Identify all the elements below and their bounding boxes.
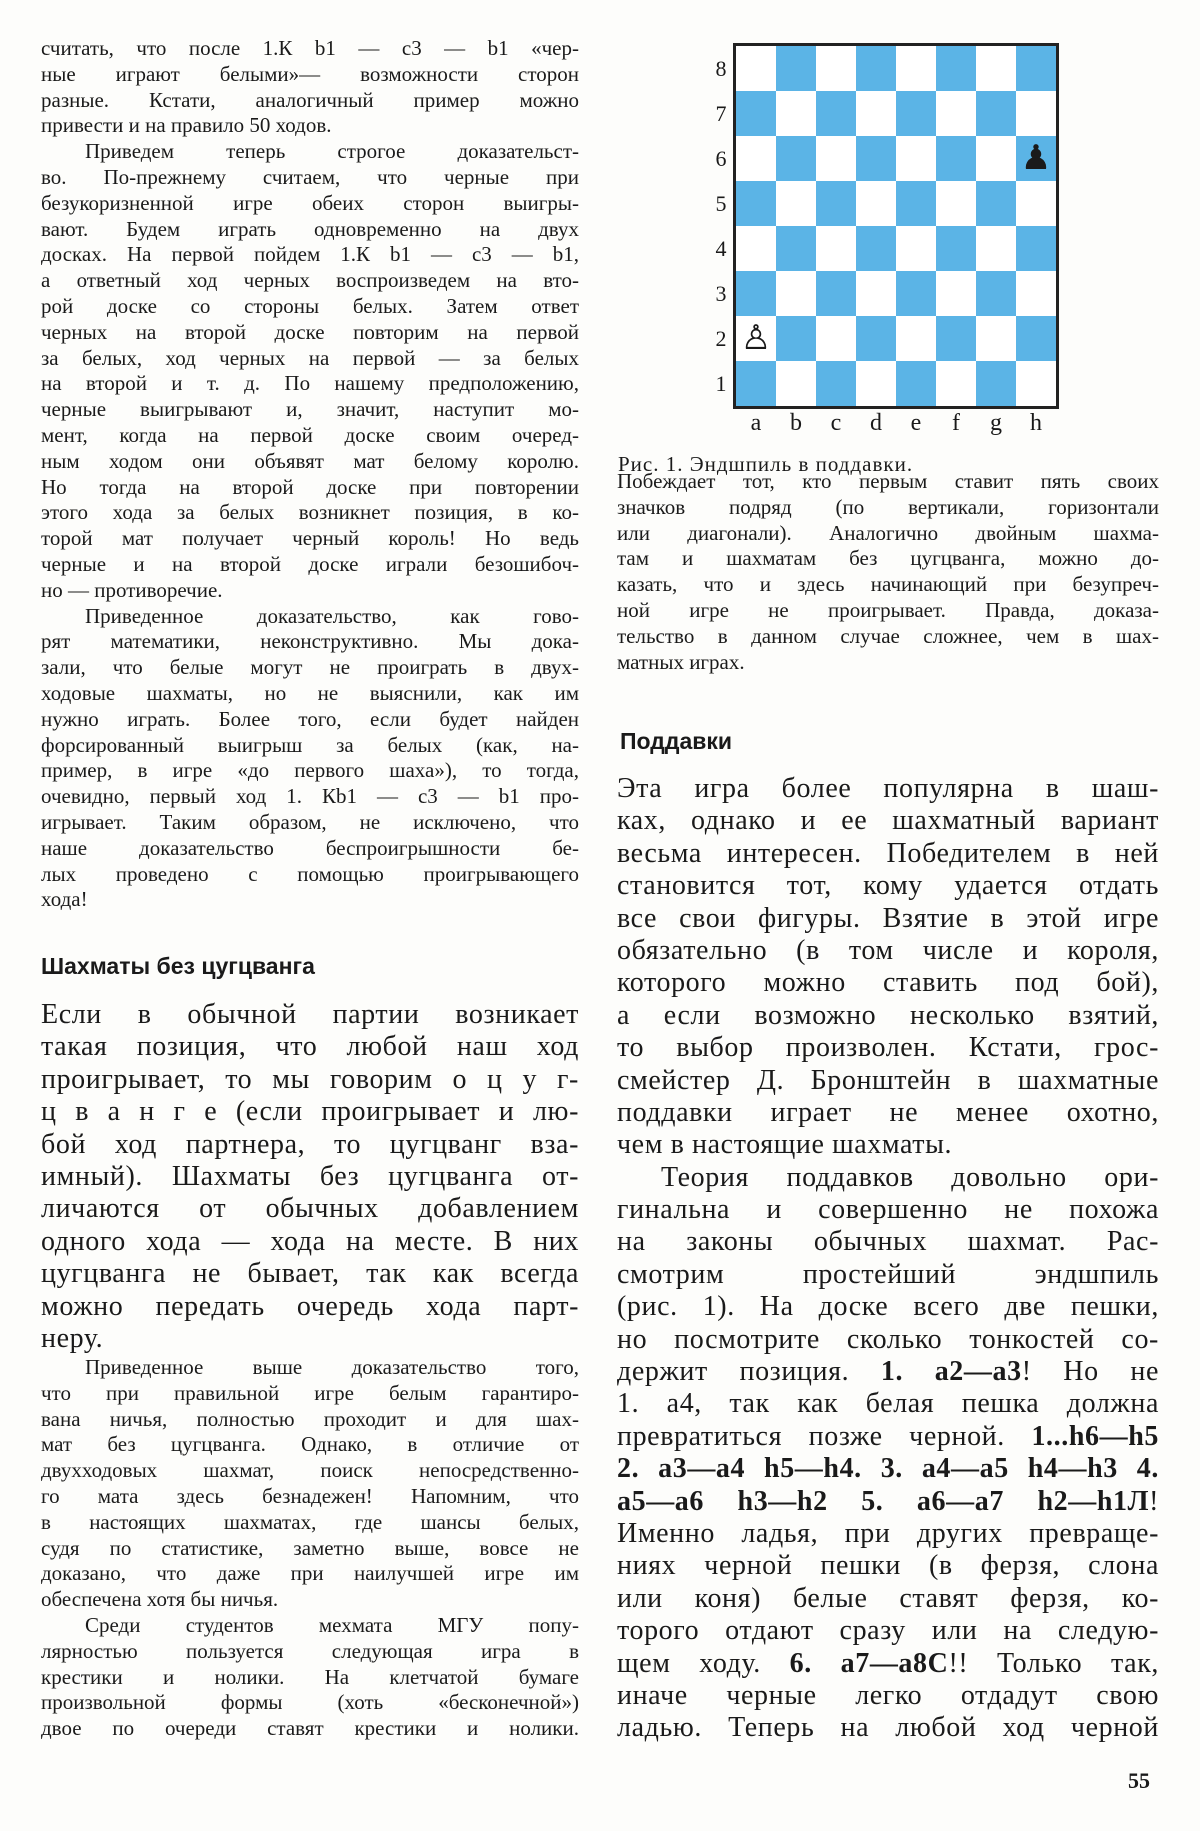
text-line: ниях черной пешки (в ферзя, слона	[617, 1550, 1159, 1582]
square-d3	[856, 271, 896, 316]
square-b2	[776, 316, 816, 361]
text-line: такая позиция, что любой наш ход	[41, 1031, 579, 1063]
square-c2	[816, 316, 856, 361]
text-line: безукоризненной игре обеих сторон выигры-	[41, 190, 579, 215]
square-f1	[936, 361, 976, 406]
text-line: рой доске со стороны белых. Затем ответ	[41, 293, 579, 318]
text-line	[617, 1421, 1159, 1453]
square-e1	[896, 361, 936, 406]
text-line: крестики и нолики. На клетчатой бумаге	[41, 1664, 579, 1689]
square-h2	[1016, 316, 1056, 361]
square-a7	[736, 91, 776, 136]
text-line: иначе черные легко отдадут свою	[617, 1679, 1159, 1711]
text-line: или диагонали). Аналогично двойным шахма-	[617, 520, 1159, 545]
text-line: двое по очереди ставят крестики и нолики.	[41, 1716, 579, 1741]
text-line: одного хода — хода на месте. В них	[41, 1225, 579, 1257]
text-line: ные играют белыми»— возможности сторон	[41, 61, 579, 86]
square-g2	[976, 316, 1016, 361]
text-line: но — противоречие.	[41, 577, 223, 602]
rank-label: 8	[715, 56, 727, 81]
square-d2	[856, 316, 896, 361]
square-d8	[856, 46, 896, 91]
square-b5	[776, 181, 816, 226]
move-notation: 6. а7—а8С	[789, 1647, 949, 1679]
text-line: считать, что после 1.К b1 — c3 — b1 «чер-	[41, 36, 579, 60]
square-d4	[856, 226, 896, 271]
file-label: e	[910, 410, 922, 436]
text-line: смотрим простейший эндшпиль	[617, 1258, 1159, 1290]
square-a2	[736, 316, 776, 361]
text-line: весьма интересен. Победителем в ней	[617, 837, 1159, 869]
text-line: 1. а4, так как белая пешка должна	[617, 1388, 1159, 1420]
text-line: черных на второй доске повторим на первой	[41, 319, 579, 344]
text-line: чем в настоящие шахматы.	[617, 1129, 953, 1161]
text-line: в настоящих шахматах, где шансы белых,	[41, 1509, 579, 1534]
text-line: там и шахматам без цугцванга, можно до-	[617, 546, 1159, 571]
square-g3	[976, 271, 1016, 316]
text-line: этого хода за белых возникнет позиция, в ко-	[41, 500, 579, 525]
text-segment: ! Но не	[1021, 1356, 1159, 1388]
text-line: обязательно (в том числе и короля,	[617, 934, 1159, 966]
text-line: Среди студентов мехмата МГУ попу-	[85, 1612, 579, 1637]
rank-label: 2	[715, 326, 727, 351]
file-label: g	[990, 410, 1002, 436]
text-line: за белых, ход черных на первой — за белых	[41, 345, 579, 370]
square-g6	[976, 136, 1016, 181]
text-line: торого отдают сразу или на следую-	[617, 1615, 1159, 1647]
file-label: f	[952, 410, 960, 436]
square-e2	[896, 316, 936, 361]
text-line: неру.	[41, 1322, 104, 1354]
text-segment: !! Только так,	[948, 1647, 1159, 1679]
text-line: гинальна и совершенно не похожа	[617, 1194, 1159, 1226]
square-c6	[816, 136, 856, 181]
text-line: на законы обычных шахмат. Рас-	[617, 1226, 1159, 1258]
left-bottom-text	[41, 1355, 579, 1742]
move-notation: 1. а2—а3	[880, 1356, 1022, 1388]
square-a1	[736, 361, 776, 406]
square-g1	[976, 361, 1016, 406]
move-notation: а5—а6 h3—h2 5. а6—а7 h2—h1Л	[617, 1485, 1150, 1517]
square-d7	[856, 91, 896, 136]
text-line: матных играх.	[617, 649, 745, 674]
text-line: вают. Будем играть одновременно на двух	[41, 216, 579, 241]
text-line: Приведенное доказательство, как гово-	[85, 603, 579, 628]
text-line: нужно играть. Более того, если будет найден	[41, 706, 579, 731]
text-line: проигрывает, то мы говорим о ц у г-	[41, 1063, 579, 1095]
white-pawn-icon: ♙	[740, 319, 772, 357]
text-line: ходовые шахматы, но не выяснили, как им	[41, 680, 579, 705]
text-line: Теория поддавков довольно ори-	[661, 1161, 1159, 1193]
square-a4	[736, 226, 776, 271]
square-f5	[936, 181, 976, 226]
text-segment: держит позиция.	[617, 1356, 881, 1388]
text-line: что при правильной игре белым гарантиро-	[41, 1380, 579, 1405]
text-line: игрывает. Таким образом, не исключено, что	[41, 809, 579, 834]
text-line	[617, 1486, 1159, 1518]
text-line: значков подряд (по вертикали, горизонтали	[617, 494, 1159, 519]
square-c4	[816, 226, 856, 271]
text-segment: !	[1149, 1485, 1159, 1517]
text-line: можно передать очередь хода парт-	[41, 1290, 579, 1322]
square-e8	[896, 46, 936, 91]
text-line: Эта игра более популярна в шаш-	[617, 773, 1159, 804]
text-line	[617, 1453, 1159, 1485]
square-h7	[1016, 91, 1056, 136]
text-line: ной игре не проигрывает. Правда, доказа-	[617, 597, 1159, 622]
square-f4	[936, 226, 976, 271]
text-line: привести и на правило 50 ходов.	[41, 113, 332, 138]
text-line: разные. Кстати, аналогичный пример можно	[41, 87, 579, 112]
text-line: ках, однако и ее шахматный вариант	[617, 805, 1159, 837]
square-g5	[976, 181, 1016, 226]
text-line: а если возможно несколько взятий,	[617, 999, 1159, 1031]
file-label: a	[750, 410, 762, 436]
square-b7	[776, 91, 816, 136]
text-line: ным ходом они объявят мат белому королю.	[41, 448, 579, 473]
square-a8	[736, 46, 776, 91]
figure-caption: Рис. 1. Эндшпиль в поддавки.	[618, 452, 914, 476]
text-line: лых проведено с помощью проигрывающего	[41, 861, 579, 886]
rank-label: 4	[715, 236, 727, 261]
square-f6	[936, 136, 976, 181]
text-line: имный). Шахматы без цугцванга от-	[41, 1160, 579, 1192]
text-line	[617, 1648, 1159, 1680]
square-d6	[856, 136, 896, 181]
text-line: Но тогда на второй доске при повторении	[41, 474, 579, 499]
text-line: лярностью пользуется следующая игра в	[41, 1638, 579, 1663]
file-label: h	[1030, 410, 1042, 436]
text-line: черные выигрывают и, значит, наступит мо-	[41, 397, 579, 422]
square-a6	[736, 136, 776, 181]
text-line: Приведенное выше доказательство того,	[85, 1355, 579, 1379]
square-d5	[856, 181, 896, 226]
square-e3	[896, 271, 936, 316]
page-number: 55	[1128, 1768, 1150, 1793]
text-line: мат без цугцванга. Однако, в отличие от	[41, 1432, 579, 1457]
left-top-text	[41, 36, 579, 913]
text-line: или коня) белые ставят ферзя, ко-	[617, 1582, 1159, 1614]
text-line: форсированный выигрыш за белых (как, на-	[41, 732, 579, 757]
black-pawn-icon: ♟	[1020, 139, 1052, 177]
text-line: пример, в игре «до первого шаха»), то тогда,	[41, 758, 579, 783]
text-line: мент, когда на первой доске своим очеред-	[41, 422, 579, 447]
text-line: хода!	[41, 887, 88, 912]
text-line: то выбор произволен. Кстати, грос-	[617, 1032, 1159, 1064]
text-line: черные и на второй доске играли безошибоч-	[41, 551, 579, 576]
rank-label: 7	[715, 101, 727, 126]
square-c7	[816, 91, 856, 136]
square-e5	[896, 181, 936, 226]
square-e4	[896, 226, 936, 271]
text-line: зали, что белые могут не проиграть в двух-	[41, 655, 579, 680]
square-e7	[896, 91, 936, 136]
square-b6	[776, 136, 816, 181]
square-h5	[1016, 181, 1056, 226]
rank-label: 3	[715, 281, 727, 306]
text-line: на второй и т. д. По нашему предположению,	[41, 371, 579, 396]
file-label: d	[870, 410, 882, 436]
text-line: все свои фигуры. Взятие в этой игре	[617, 902, 1159, 934]
right-large-text	[617, 773, 1159, 1745]
square-c8	[816, 46, 856, 91]
text-line: Побеждает тот, кто первым ставит пять своих	[617, 469, 1159, 493]
square-h4	[1016, 226, 1056, 271]
rank-label: 5	[715, 191, 727, 216]
text-line: рят математики, неконструктивно. Мы дока-	[41, 629, 579, 654]
text-line: очевидно, первый ход 1. Кb1 — c3 — b1 про-	[41, 784, 579, 809]
text-line: ц в а н г е (если проигрывает и лю-	[41, 1096, 579, 1128]
text-segment: щем ходу.	[617, 1647, 790, 1679]
square-b4	[776, 226, 816, 271]
square-h8	[1016, 46, 1056, 91]
square-c1	[816, 361, 856, 406]
square-h3	[1016, 271, 1056, 316]
file-label: b	[790, 410, 802, 436]
square-f8	[936, 46, 976, 91]
square-c5	[816, 181, 856, 226]
left-large-text	[41, 999, 579, 1355]
text-line: судя по статистике, заметно выше, вовсе не	[41, 1535, 579, 1560]
text-line: доказано, что даже при наилучшей игре им	[41, 1561, 579, 1586]
text-line: произвольной формы (хоть «бесконечной»)	[41, 1690, 579, 1715]
rank-label: 6	[715, 146, 727, 171]
move-notation: 1...h6—h5	[1031, 1420, 1159, 1452]
text-line	[617, 1356, 1159, 1388]
text-line: Именно ладья, при других превраще-	[617, 1517, 1159, 1549]
text-line: которого можно ставить под бой),	[617, 967, 1159, 999]
square-b3	[776, 271, 816, 316]
square-g4	[976, 226, 1016, 271]
text-line: во. По-прежнему считаем, что черные при	[41, 164, 579, 189]
right-top-text	[617, 469, 1159, 675]
square-c3	[816, 271, 856, 316]
text-line: становится тот, кому удается отдать	[617, 870, 1159, 902]
text-line: обеспечена хотя бы ничья.	[41, 1587, 279, 1612]
text-line: тельство в данном случае сложнее, чем в шах-	[617, 623, 1159, 648]
text-line: го мата здесь безнадежен! Напомним, что	[41, 1483, 579, 1508]
text-line: а ответный ход черных воспроизведем на вто-	[41, 268, 579, 293]
rank-label: 1	[715, 371, 727, 396]
text-line: досках. На первой пойдем 1.К b1 — c3 — b1,	[41, 242, 579, 267]
move-notation: 2. а3—а4 h5—h4. 3. а4—а5 h4—h3 4.	[617, 1453, 1159, 1485]
text-line: вана ничья, полностью проходит и для шах-	[41, 1406, 579, 1431]
text-line: но посмотрите сколько тонкостей со-	[617, 1323, 1159, 1355]
text-line: поддавки играет не менее охотно,	[617, 1096, 1159, 1128]
text-line: ладью. Теперь на любой ход черной	[617, 1712, 1159, 1744]
text-line: (рис. 1). На доске всего две пешки,	[617, 1291, 1159, 1323]
square-d1	[856, 361, 896, 406]
file-label: c	[830, 410, 842, 436]
text-line: Если в обычной партии возникает	[41, 999, 579, 1030]
square-e6	[896, 136, 936, 181]
square-b8	[776, 46, 816, 91]
square-h1	[1016, 361, 1056, 406]
text-line: бой ход партнера, то цугцванг вза-	[41, 1128, 579, 1160]
text-line: казать, что и здесь начинающий при безупреч-	[617, 572, 1159, 597]
square-f2	[936, 316, 976, 361]
chess-diagram	[733, 43, 1059, 409]
square-b1	[776, 361, 816, 406]
section-heading-giveaway: Поддавки	[620, 728, 733, 754]
text-line: двухходовых шахмат, поиск непосредственно-	[41, 1458, 579, 1483]
square-g8	[976, 46, 1016, 91]
section-heading-zugzwang: Шахматы без цугцванга	[41, 953, 315, 979]
text-segment: превратиться позже черной.	[617, 1420, 1032, 1452]
square-f3	[936, 271, 976, 316]
square-a5	[736, 181, 776, 226]
square-f7	[936, 91, 976, 136]
text-line: Приведем теперь строгое доказательст-	[85, 139, 579, 164]
square-g7	[976, 91, 1016, 136]
text-line: смейстер Д. Бронштейн в шахматные	[617, 1064, 1159, 1096]
square-h6	[1016, 136, 1056, 181]
text-line: торой мат получает черный король! Но ведь	[41, 526, 579, 551]
text-line: цугцванга не бывает, так как всегда	[41, 1258, 579, 1290]
text-line: наше доказательство беспроигрышности бе-	[41, 835, 579, 860]
square-a3	[736, 271, 776, 316]
text-line: личаются от обычных добавлением	[41, 1193, 579, 1225]
